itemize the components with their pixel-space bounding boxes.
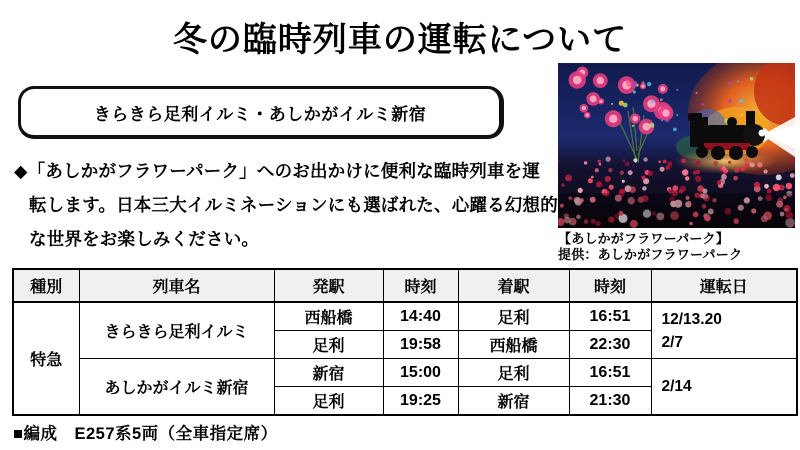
- run-date-line: 12/13.20: [661, 310, 722, 328]
- cell-dep-time: 15:00: [383, 359, 458, 387]
- run-date-line: 2/14: [661, 378, 692, 395]
- cell-arr-station: 新宿: [458, 387, 569, 416]
- photo-caption-credit: 提供：あしかがフラワーパーク: [558, 247, 743, 262]
- header-row: [13, 269, 797, 302]
- flower-park-photo: [558, 63, 795, 228]
- cell-train-type: 特急: [13, 302, 79, 415]
- cell-dep-time: 14:40: [383, 302, 458, 331]
- cell-dep-time: 19:25: [383, 387, 458, 416]
- table-row: [13, 302, 797, 331]
- vignette: [558, 193, 795, 228]
- cell-dep-station: 西船橋: [274, 302, 383, 331]
- col-header-train-name: 列車名: [79, 269, 274, 302]
- cell-dep-station: 足利: [274, 387, 383, 416]
- run-date-line: 2/7: [661, 333, 684, 351]
- cell-train2-name: あしかがイルミ新宿: [79, 359, 274, 416]
- description: [14, 154, 558, 256]
- photo-caption: [558, 231, 742, 263]
- cell-train1-name: きらきら足利イルミ: [79, 302, 274, 359]
- cell-arr-time: 21:30: [569, 387, 651, 416]
- formation-note: ■編成 E257系5両（全車指定席）: [13, 425, 278, 443]
- cell-arr-station: 足利: [458, 359, 569, 387]
- cell-arr-station: 西船橋: [458, 331, 569, 359]
- col-header-dep-station: 発駅: [274, 269, 383, 302]
- table-row: [13, 359, 797, 387]
- cell-dep-station: 足利: [274, 331, 383, 359]
- page-title: 冬の臨時列車の運転について: [172, 21, 628, 59]
- col-header-arr-station: 着駅: [458, 269, 569, 302]
- description-line-3: な世界をお楽しみください。: [29, 229, 260, 249]
- train-name-banner: [18, 86, 504, 139]
- col-header-type: 種別: [13, 269, 79, 302]
- cell-arr-station: 足利: [458, 302, 569, 331]
- cell-dep-station: 新宿: [274, 359, 383, 387]
- cell-arr-time: 16:51: [569, 359, 651, 387]
- col-header-arr-time: 時刻: [569, 269, 651, 302]
- cell-dep-time: 19:58: [383, 331, 458, 359]
- banner-label: きらきら足利イルミ・あしかがイルミ新宿: [93, 104, 427, 124]
- timetable: [12, 268, 798, 416]
- cell-train2-dates: [651, 359, 797, 416]
- description-line-2: 転します。日本三大イルミネーションにも選ばれた、心躍る幻想的: [29, 195, 558, 215]
- description-line-1: ◆「あしかがフラワーパーク」へのお出かけに便利な臨時列車を運: [14, 161, 541, 181]
- cell-arr-time: 22:30: [569, 331, 651, 359]
- cell-train1-dates: [651, 302, 797, 359]
- col-header-run-dates: 運転日: [651, 269, 797, 302]
- col-header-dep-time: 時刻: [383, 269, 458, 302]
- photo-caption-title: 【あしかがフラワーパーク】: [558, 231, 729, 246]
- cell-arr-time: 16:51: [569, 302, 651, 331]
